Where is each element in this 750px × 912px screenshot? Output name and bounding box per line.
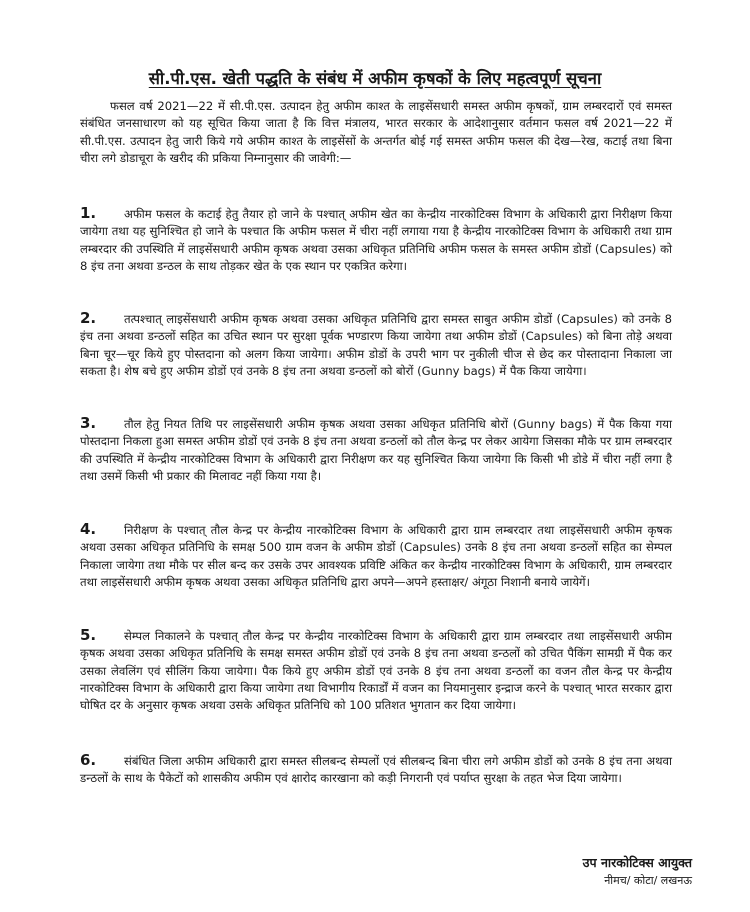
paragraph-number: 2. (80, 309, 97, 327)
paragraph-1 (80, 205, 672, 275)
paragraph-6 (80, 752, 672, 788)
paragraph-3 (80, 415, 672, 485)
paragraph-number: 5. (80, 626, 97, 644)
intro-paragraph: फसल वर्ष 2021—22 में सी.पी.एस. उत्पादन हेतु अफीम काश्त के लाइसेंसधारी समस्त अफीम कृषकों, ग्राम लम्बरदारों एवं समस्त संबंधित जनसाधारण को यह सूचित किया जाता है कि वित्त मंत्रालय, भारत सरकार के आदेशानुसार वर्तमान फसल वर्ष 2021—22 में सी.पी.एस. उत्पादन हेतु जारी किये गये अफीम काश्त के लाइसेंसों के अन्तर्गत बोई गई समस्त अफीम फसल की देख—रेख, कटाई तथा बिना चीरा लगे डोडाचूरा के खरीद की प्रकिया निम्नानुसार की जावेगी:— (80, 99, 672, 165)
paragraph-number: 3. (80, 414, 97, 432)
paragraph-text: तत्पश्चात् लाइसेंसधारी अफीम कृषक अथवा उसका अधिकृत प्रतिनिधि द्वारा समस्त साबुत अफीम डोडों (Capsules) को उनके 8 इंच तना अथवा डन्ठलों सहित का उचित स्थान पर सुरक्षा पूर्वक भण्डारण किया जायेगा तथा अफीम डोडों (Capsules) को बिना तोड़े अथवा बिना चूर—चूर किये हुए पोस्तदाना को अलग किया जायेगा। अफीम डोडों के उपरी भाग पर नुकीली चीज से छेद कर पोस्तादाना निकाला जा सकता है। शेष बचे हुए अफीम डोडों एवं उनके 8 इंच तना अथवा डन्ठलों को बोरों (Gunny bags) में पैक किया जायेगा। (80, 312, 672, 378)
paragraph-text: संबंधित जिला अफीम अधिकारी द्वारा समस्त सीलबन्द सेम्पलों एवं सीलबन्द बिना चीरा लगे अफीम डोडों को उनके 8 इंच तना अथवा डन्ठलों के साथ के पैकेटों को शासकीय अफीम एवं क्षारोद कारखाना को कड़ी निगरानी एवं पर्याप्त सुरक्षा के तहत भेज दिया जायेगा। (80, 754, 672, 786)
paragraph-number: 1. (80, 204, 97, 222)
signatory-location: नीमच/ कोटा/ लखनऊ (604, 874, 692, 887)
paragraph-4 (80, 521, 672, 591)
paragraph-text: अफीम फसल के कटाई हेतु तैयार हो जाने के पश्चात् अफीम खेत का केन्द्रीय नारकोटिक्स विभाग के अधिकारी द्वारा निरीक्षण किया जायेगा तथा यह सुनिश्चित हो जाने के पश्चात कि अफीम फसल में चीरा नहीं लगाया गया है केन्द्रीय नारकोटिक्स विभाग के अधिकारी तथा ग्राम लम्बरदार की उपस्थिति में लाइसेंसधारी अफीम कृषक अथवा उसका अधिकृत प्रतिनिधि अफीम फसल के समस्त अफीम डोडों (Capsules) को 8 इंच तना अथवा डन्ठल के साथ तोड़कर खेत के एक स्थान पर एकत्रित करेगा। (80, 207, 672, 273)
paragraph-text: निरीक्षण के पश्चात् तौल केन्द्र पर केन्द्रीय नारकोटिक्स विभाग के अधिकारी द्वारा ग्राम लम्बरदार तथा लाइसेंसधारी अफीम कृषक अथवा उसका अधिकृत प्रतिनिधि के समक्ष 500 ग्राम वजन के अफीम डोडों (Capsules) उनके 8 इंच तना अथवा डन्ठलों सहित का सेम्पल निकाला जायेगा तथा मौके पर सील बन्द कर उसके उपर आवश्यक प्रविष्टि अंकित कर केन्द्रीय नारकोटिक्स विभाग के अधिकारी, ग्राम लम्बरदार तथा लाइसेंसधारी अफीम कृषक अथवा उसका अधिकृत प्रतिनिधि द्वारा अपने—अपने हस्ताक्षर/ अंगूठा निशानी बनाये जायेगें। (80, 523, 672, 589)
paragraph-number: 6. (80, 751, 97, 769)
paragraph-text: सेम्पल निकालने के पश्चात् तौल केन्द्र पर केन्द्रीय नारकोटिक्स विभाग के अधिकारी द्वारा ग्राम लम्बरदार तथा लाइसेंसधारी अफीम कृषक अथवा उसका अधिकृत प्रतिनिधि के समक्ष समस्त अफीम डोडों एवं उनके 8 इंच तना अथवा डन्ठलों को उचित पैकिंग सामग्री में पैक कर उसका लेवलिंग एवं सीलिंग किया जायेगा। पैक किये हुए अफीम डोडों एवं उनके 8 इंच तना अथवा डन्ठलों का वजन तौल केन्द्र पर केन्द्रीय नारकोटिक्स विभाग के अधिकारी द्वारा किया जायेगा तथा विभागीय रिकार्डों में वजन का नियमानुसार इन्द्राज करने के पश्चात् भारत सरकार द्वारा घोषित दर के अनुसार कृषक अथवा उसके अधिकृत प्रतिनिधि को 100 प्रतिशत भुगतान कर दिया जायेगा। (80, 629, 672, 713)
signature-block (583, 853, 692, 890)
paragraph-number: 4. (80, 520, 97, 538)
signatory-designation: उप नारकोटिक्स आयुक्त (582, 855, 692, 870)
paragraph-text: तौल हेतु नियत तिथि पर लाइसेंसधारी अफीम कृषक अथवा उसका अधिकृत प्रतिनिधि बोरों (Gunny bags) में पैक किया गया पोस्तदाना निकला हुआ समस्त अफीम डोडों एवं उनके 8 इंच तना अथवा डन्ठलों को तौल केन्द्र पर लेकर आयेगा जिसका मौके पर ग्राम लम्बरदार की उपस्थिति में केन्द्रीय नारकोटिक्स विभाग के अधिकारी द्वारा निरीक्षण कर यह सुनिश्चित किया जायेगा कि किसी भी डोडे में चीरा नहीं लगा है तथा उसमें किसी भी प्रकार की मिलावट नहीं किया गया है। (80, 417, 672, 483)
paragraph-5 (80, 627, 672, 714)
notice-title: सी.पी.एस. खेती पद्धति के संबंध में अफीम कृषकों के लिए महत्वपूर्ण सूचना (148, 69, 602, 88)
paragraph-2 (80, 310, 672, 380)
